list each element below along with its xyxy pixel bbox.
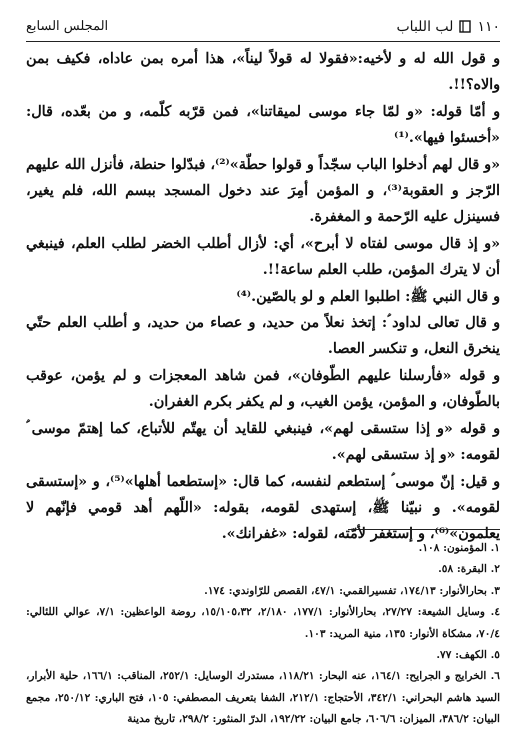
paragraph: و أمّا قوله: «و لمّا جاء موسى لميقاتنا»، فمن قرّبه كلّمه، و من بعّده، قال: «أخسئوا فيها».⁽¹⁾ bbox=[26, 103, 500, 147]
chapter-title: المجلس السابع bbox=[26, 19, 109, 34]
paragraph: و قوله «فأرسلنا عليهم الطّوفان»، فمن شاهد المعجزات و لم يؤمن، عوقب بالطّوفان، و المؤمن، يؤمن الغيب، و لم يكفر بكرم الغفران. bbox=[26, 367, 500, 411]
footnote: ٣. بحارالأنوار: ١٧٤/١٣، تفسيرالقمي: ٤٧/١، القصص للرّاوندي: ١٧٤. bbox=[204, 584, 500, 597]
footnote: ٤. وسايل الشيعة: ٢٧/٢٧، بحارالأنوار: ١٧٧/١، ٢/١٨٠، ١٥/١٠٥،٣٢، روضة الواعظين: ٧/١، عوالي اللئالي: ٧٠/٤، مشكاة الأنوار: ١٣٥، منية المريد: ١٠٣. bbox=[26, 606, 501, 640]
paragraph: و قال تعالى لداود ؑ: إتخذ نعلاً من حديد، و عصاء من حديد، و أطلب العلم حتّي ينخرق النعل، و تنكسر العصا. bbox=[26, 315, 500, 358]
book-icon bbox=[459, 20, 471, 33]
paragraph: «و قال لهم أدخلوا الباب سجّداً و قولوا حطّة»⁽²⁾، فبدّلوا حنطة، فأنزل الله عليهم الرّجز و العقوبة⁽³⁾، و المؤمن أمِرَ عند دخول المسجد ببسم الله، فلم يغير، فسينزل عليه الرّحمة و المغفرة. bbox=[26, 156, 501, 226]
body-text bbox=[26, 46, 500, 548]
footnote-divider bbox=[348, 529, 500, 530]
page-header bbox=[26, 12, 500, 42]
header-title-group bbox=[397, 19, 501, 35]
footnote: ٥. الكهف: ٧٧. bbox=[436, 649, 500, 662]
paragraph: و قيل: إنّ موسى ؑ إستطعم لنفسه، كما قال: «إستطعما أهلها»⁽⁵⁾، و «إستسقى لقومه». و نبيّنا ﷺ، إستهدى لقومه، بقوله: «اللّهم أهد قومي فإنّهم لا يعلمون»⁽⁶⁾، و إستغفر لأمّته، لقوله: «غفرانك». bbox=[26, 473, 500, 543]
page-number: ١١٠ bbox=[477, 18, 500, 35]
paragraph: و قوله «و إذا ستسقى لهم»، فينبغي للقايد أن يهتّم للأتباع، كما إهتمّ موسى ؑ لقومه: «و إذ ستسقى لهم». bbox=[26, 420, 500, 464]
book-title: لب اللباب bbox=[396, 18, 454, 35]
footnotes bbox=[26, 538, 500, 731]
paragraph: «و إذ قال موسى لفتاه لا أبرح»، أي: لأزال أطلب الخضر لطلب العلم، فينبغي أن لا يترك المؤمن، طلب العلم ساعة!!. bbox=[26, 235, 500, 279]
footnote: ٢. البقرة: ٥٨. bbox=[438, 563, 500, 576]
paragraph: و قال النبي ﷺ: اطلبوا العلم و لو بالصّين.⁽⁴⁾ bbox=[236, 288, 500, 305]
footnote: ١. المؤمنون: ١٠٨. bbox=[418, 542, 500, 554]
footnote: ٦. الخرايج و الجرايح: ١٦٤/١، عنه البحار: ١١٨/٢١، مستدرك الوسايل: ٢٥٢/١، المناقب: ١٦٦/١، حلية الأبرار، السيد هاشم البحراني: ٣٤٢/١، الأحتجاج: ٢١٢/١، الشفا بتعريف المصطفي: ١٠٥، فتح الباري: ٢٥٠/١٢، مجمع البيان: ٣٨٦/٢، الميزان: ٦٠٦/٦، جامع البيان: ١٩٢/٢٢، الدرّ المنثور: ٢٩٨/٢، تاريخ مدينة bbox=[26, 670, 501, 726]
paragraph: و قول الله له و لأخيه:«فقولا له قولاً ليناً»، هذا أمره بمن عاداه، فكيف بمن والاه؟!!. bbox=[26, 51, 500, 94]
